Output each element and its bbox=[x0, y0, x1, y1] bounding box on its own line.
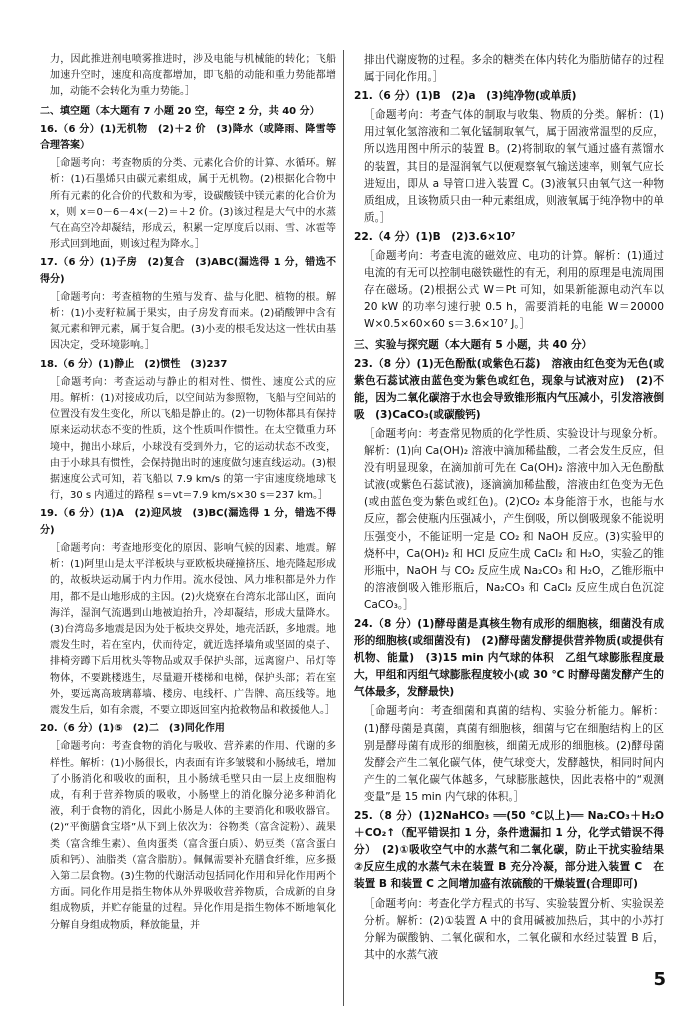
continued-text: 力，因此推进剂电喷雾推进时，涉及电能与机械能的转化；飞船加速升空时，速度和高度都增加，即飞船的动能和重力势能都增加，动能不会转化为重力势能。］ bbox=[50, 54, 336, 98]
answer-analysis: ［命题考向：考查细菌和真菌的结构、实验分析能力。解析：(1)酵母菌是真菌，真菌有细胞核，细菌与它在细胞结构上的区别是酵母菌有成形的细胞核，细菌无成形的细胞核。(2)酵母菌发酵会产生二氧化碳气体，使气球变大，发酵越快，相同时间内产生的二氧化碳气体越多，气球膨胀越快，因此表格中的“观测变量”是 15 min 内气球的体积。］ bbox=[364, 705, 664, 803]
question-answer: 23.（8 分）(1)无色酚酞(或紫色石蕊) 溶液由红色变为无色(或紫色石蕊试液由蓝色变为紫色或红色，现象与试液对应) (2)不能，因为二氧化碳溶于水也会导致锥形瓶内气压减小，引发溶液倒吸 (3)CaCO₃(或碳酸钙) bbox=[354, 357, 664, 421]
answer-analysis: ［命题考向：考查常见物质的化学性质、实验设计与现象分析。解析：(1)向 Ca(OH)₂ 溶液中滴加稀盐酸，二者会发生反应，但没有明显现象，在滴加前可先在 Ca(OH)₂ 溶液中加入无色酚酞试液(或紫色石蕊试液)，逐滴滴加稀盐酸，溶液由红色变为无色(或由蓝色变为紫色或红色)。(2)CO₂ 本身能溶于水，也能与水反应，都会使瓶内压强减小，产生倒吸，所以倒吸现象不能说明压强变小，不能证明一定是 CO₂ 和 NaOH 反应。(3)实验甲的烧杯中，Ca(OH)₂ 和 HCl 反应生成 CaCl₂ 和 H₂O，实验乙的锥形瓶中，NaOH 与 CO₂ 反应生成 Na₂CO₃ 和 H₂O，乙锥形瓶中的溶液倒吸入锥形瓶后，Na₂CO₃ 和 CaCl₂ 反应生成白色沉淀 CaCO₃。］ bbox=[364, 427, 664, 611]
answer-analysis: ［命题考向：考查电流的磁效应、电功的计算。解析：(1)通过电流的有无可以控制电磁铁磁性的有无，利用的原理是电流周围存在磁场。(2)根据公式 W＝Pt 可知，如果新能源电动汽车以 20 kW 的功率匀速行驶 0.5 h，需要消耗的电能 W＝20000 W×0.5×60×60 s＝3.6×10⁷ J。］ bbox=[364, 250, 664, 331]
answer-analysis: ［命题考向：考查植物的生殖与发育、盐与化肥、植物的根。解析：(1)小麦籽粒属于果实，由子房发育而来。(2)硝酸钾中含有氮元素和钾元素，属于复合肥。(3)小麦的根毛发达这一性状由基因决定，受环境影响。］ bbox=[50, 291, 336, 352]
answer-analysis: ［命题考向：考查食物的消化与吸收、营养素的作用、代谢的多样性。解析：(1)小肠很长，内表面有许多皱襞和小肠绒毛，增加了小肠消化和吸收的面积，且小肠绒毛壁只由一层上皮细胞构成，有利于营养物质的吸收，小肠壁上的消化腺分泌多种消化液，利于食物的消化，因此小肠是人体的主要消化和吸收器官。(2)“平衡膳食宝塔”从下到上依次为：谷物类（富含淀粉）、蔬果类（富含维生素）、鱼肉蛋类（富含蛋白质）、奶豆类（富含蛋白质和钙）、油脂类（富含脂肪）。佩佩需要补充膳食纤维，应多摄入第二层食物。(3)生物的代谢活动包括同化作用和异化作用两个方面。同化作用是指生物体从外界吸收营养物质，合成新的自身组成物质，并贮存能量的过程。异化作用是指生物体不断地氧化分解自身组成物质，释放能量，并 bbox=[50, 741, 336, 931]
left-column bbox=[40, 52, 336, 934]
question-answer: 22.（4 分）(1)B (2)3.6×10⁷ bbox=[354, 230, 516, 243]
right-column bbox=[354, 52, 675, 964]
answer-analysis: ［命题考向：考查地形变化的原因、影响气候的因素、地震。解析：(1)阿里山是太平洋板块与亚欧板块碰撞挤压、地壳隆起形成的，故板块运动属于内力作用。流水侵蚀、风力堆积都是外力作用，都不是山地形成的主因。(2)火烧寮在台湾东北部山区，面向海洋，湿润气流遇到山地被迫抬升，冷却凝结，形成大量降水。(3)台湾岛多地震是因为处于板块交界处，地壳活跃，多地震。地震发生时，若在室内，伏而待定，就近选择墙角或坚固的桌子、排椅旁蹲下后用枕头等物品或双手保护头部，远离窗户、吊灯等物体，不要跳楼逃生，尽量避开楼梯和电梯，保护头部；若在室外，要远离高玻璃幕墙、楼房、电线杆、广告牌、高压线等。地震发生后，如有余震，不要立即返回室内抢救物品和救援他人。］ bbox=[50, 542, 336, 716]
question-answer: 17.（6 分）(1)子房 (2)复合 (3)ABC(漏选得 1 分，错选不得分) bbox=[40, 257, 336, 285]
section-heading: 三、实验与探究题（本大题有 5 小题，共 40 分） bbox=[354, 338, 593, 351]
question-answer: 20.（6 分）(1)⑤ (2)二 (3)同化作用 bbox=[40, 723, 225, 735]
answer-analysis: ［命题考向：考查气体的制取与收集、物质的分类。解析：(1)用过氧化氢溶液和二氧化锰制取氧气，属于固液常温型的反应，所以选用图中所示的装置 B。(2)将制取的氧气通过盛有蒸馏水的装置，其目的是湿润氧气以便观察氧气输送速率，则氧气应长进短出，即从 a 导管口进入装置 C。(3)液氧只由氧气这一种物质组成，且该物质只由一种元素组成，则液氧属于纯净物中的单质。］ bbox=[364, 109, 664, 224]
question-answer: 21.（6 分）(1)B (2)a (3)纯净物(或单质) bbox=[354, 90, 577, 103]
answer-analysis: ［命题考向：考查运动与静止的相对性、惯性、速度公式的应用。解析：(1)对接成功后，以空间站为参照物，飞船与空间站的位置没有发生变化，所以飞船是静止的。(2)一切物体都具有保持原来运动状态不变的性质，这个性质叫作惯性。在太空微重力环境中，抛出小球后，小球没有受到外力，它的运动状态不改变，由于小球具有惯性，会保持抛出时的速度做匀速直线运动。(3)根据速度公式可知，若飞船以 7.9 km/s 的第一宇宙速度绕地球飞行，30 s 内通过的路程 s＝vt＝7.9 km/s×30 s＝237 km。］ bbox=[50, 376, 336, 502]
column-divider bbox=[343, 50, 344, 1006]
section-heading: 二、填空题（本大题有 7 小题 20 空，每空 2 分，共 40 分） bbox=[40, 105, 320, 117]
answer-analysis: ［命题考向：考查物质的分类、元素化合价的计算、水循环。解析：(1)石墨烯只由碳元素组成，属于无机物。(2)根据化合物中所有元素的化合价的代数和为零，设碳酸镁中镁元素的化合价为 x，则 x＝0－6－4×(－2)＝＋2 价。(3)该过程是大气中的水蒸气在高空冷却凝结，形成云，积累一定厚度后以雨、雪、冰雹等形式回到地面，则该过程为降水。］ bbox=[50, 158, 336, 251]
question-answer: 25.（8 分）(1)2NaHCO₃ ══(50 ℃以上)══ Na₂CO₃＋H₂O＋CO₂↑（配平错误扣 1 分，条件遗漏扣 1 分，化学式错误不得分） (2)①吸收空气中的水蒸气和二氧化碳，防止干扰实验结果 ②反应生成的水蒸气未在装置 B 充分冷凝，部分进入装置 C 在装置 B 和装置 C 之间增加盛有浓硫酸的干燥装置(合理即可) bbox=[354, 810, 675, 891]
page-number: 5 bbox=[653, 969, 666, 990]
question-answer: 19.（6 分）(1)A (2)迎风坡 (3)BC(漏选得 1 分，错选不得分) bbox=[40, 508, 336, 536]
question-answer: 16.（6 分）(1)无机物 (2)＋2 价 (3)降水（或降雨、降雪等合理答案） bbox=[40, 123, 336, 152]
question-answer: 24.（8 分）(1)酵母菌是真核生物有成形的细胞核，细菌没有成形的细胞核(或细菌没有) (2)酵母菌发酵提供营养物质(或提供有机物、能量) (3)15 min 内气球的体积 乙组气球膨胀程度最大，甲组和丙组气球膨胀程度较小(或 30 ℃ 时酵母菌发酵产生的气体最多，发酵最快) bbox=[354, 618, 664, 699]
answer-analysis: ［命题考向：考查化学方程式的书写、实验装置分析、实验误差分析。解析：(2)①装置 A 中的食用碱被加热后，其中的小苏打分解为碳酸钠、二氧化碳和水，二氧化碳和水经过装置 B 后，其中的水蒸气液 bbox=[364, 897, 664, 961]
continued-text: 排出代谢废物的过程。多余的糖类在体内转化为脂肪储存的过程属于同化作用。］ bbox=[364, 54, 664, 84]
question-answer: 18.（6 分）(1)静止 (2)惯性 (3)237 bbox=[40, 358, 228, 370]
